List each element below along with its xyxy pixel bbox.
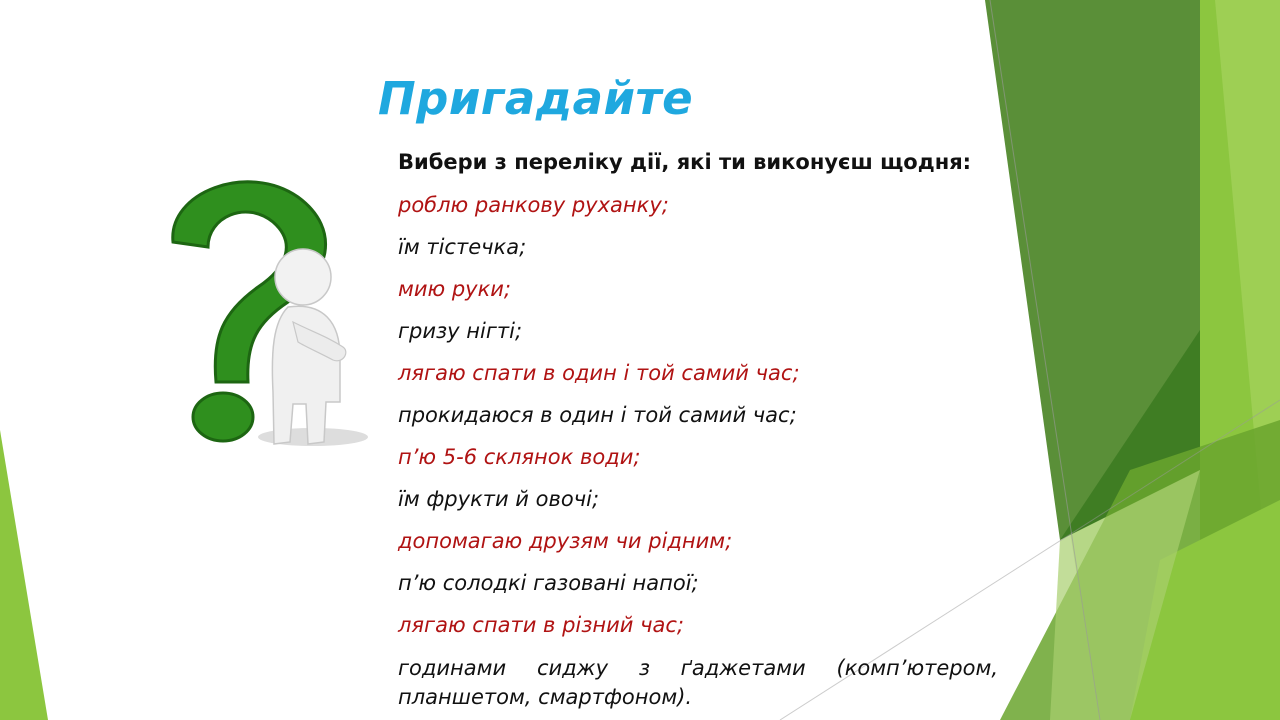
activity-item: роблю ранкову руханку; (398, 193, 669, 217)
activity-item: п’ю 5-6 склянок води; (398, 445, 641, 469)
activity-item: їм фрукти й овочі; (398, 487, 600, 511)
activity-item: мию руки; (398, 277, 512, 301)
question-mark-thinking-figure-icon (128, 172, 375, 493)
activity-item: п’ю солодкі газовані напої; (398, 571, 699, 595)
activity-item: лягаю спати в різний час; (398, 613, 684, 637)
slide-title: Пригадайте (378, 72, 694, 125)
instruction-text: Вибери з переліку дії, які ти виконуєш щодня: (398, 150, 972, 174)
activity-item: гризу нігті; (398, 319, 523, 343)
activity-item: лягаю спати в один і той самий час; (398, 361, 800, 385)
question-mark-dot (193, 393, 253, 441)
activity-item: допомагаю друзям чи рідним; (398, 529, 733, 553)
activity-list (398, 192, 998, 714)
figure-head (275, 249, 331, 305)
activity-item: годинами сиджу з ґаджетами (комп’ютером, планшетом, смартфоном). (398, 656, 998, 709)
activity-item: прокидаюся в один і той самий час; (398, 403, 797, 427)
activity-item: їм тістечка; (398, 235, 527, 259)
left-green-triangle (0, 430, 48, 720)
